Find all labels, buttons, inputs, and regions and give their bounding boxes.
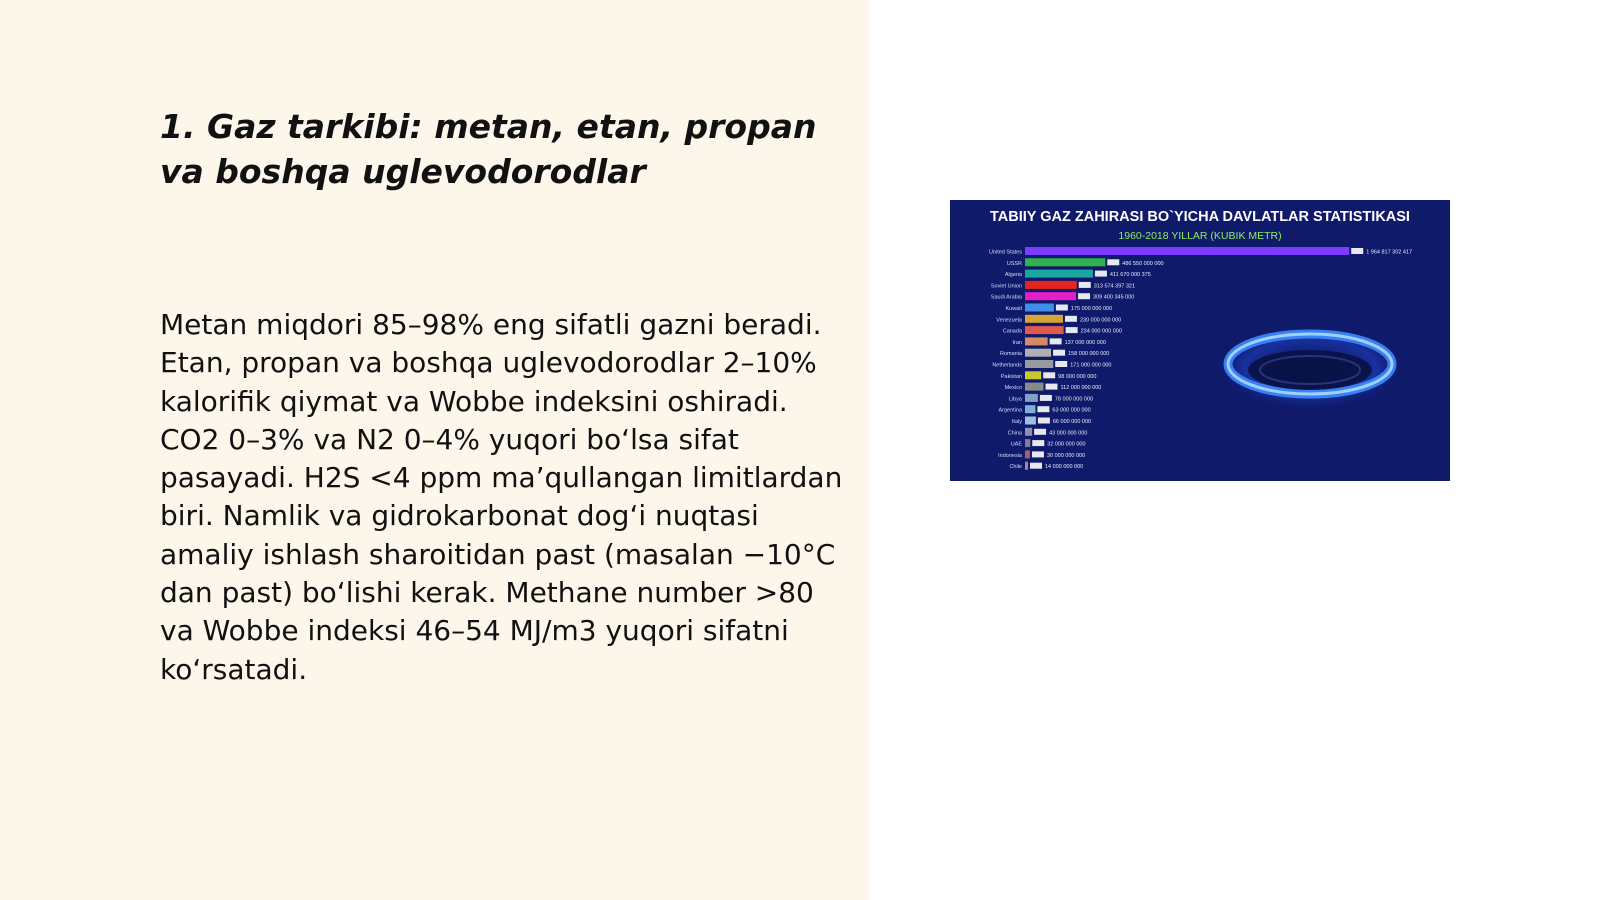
flag-icon xyxy=(1030,463,1042,469)
flag-icon xyxy=(1032,451,1044,457)
chart-subtitle: 1960-2018 YILLAR (KUBIK METR) xyxy=(1118,230,1282,242)
flag-icon xyxy=(1351,248,1363,254)
bar xyxy=(1025,258,1105,266)
bar xyxy=(1025,270,1093,278)
flag-icon xyxy=(1037,406,1049,412)
category-label: Saudi Arabia xyxy=(990,294,1022,301)
category-label: Romania xyxy=(999,351,1022,358)
value-label: 158 000 000 000 xyxy=(1068,351,1110,358)
value-label: 486 550 000 000 xyxy=(1122,260,1164,267)
value-label: 14 000 000 000 xyxy=(1045,464,1084,471)
bar xyxy=(1025,371,1041,379)
bar xyxy=(1025,439,1030,447)
bar xyxy=(1025,326,1064,334)
bar xyxy=(1025,462,1028,470)
flag-icon xyxy=(1050,338,1062,344)
category-label: Iran xyxy=(1012,339,1022,346)
value-label: 32 000 000 000 xyxy=(1047,441,1086,448)
value-label: 137 000 000 000 xyxy=(1064,339,1106,346)
bar xyxy=(1025,292,1076,300)
category-label: UAE xyxy=(1010,441,1022,448)
flag-icon xyxy=(1078,293,1090,299)
bar xyxy=(1025,337,1048,345)
bar xyxy=(1025,383,1043,391)
category-label: Netherlands xyxy=(992,362,1022,369)
value-label: 30 000 000 000 xyxy=(1046,452,1086,459)
flag-icon xyxy=(1040,395,1052,401)
category-label: Chile xyxy=(1009,464,1022,471)
bar-chart xyxy=(950,200,1450,481)
value-label: 63 000 000 000 xyxy=(1052,407,1091,414)
flag-icon xyxy=(1095,271,1107,277)
value-label: 309 400 345 000 xyxy=(1093,294,1135,301)
bar xyxy=(1025,304,1054,312)
flag-icon xyxy=(1053,350,1065,356)
flag-icon xyxy=(1107,259,1119,265)
category-label: USSR xyxy=(1006,260,1022,267)
value-label: 112 000 000 000 xyxy=(1060,385,1102,392)
gas-burner-flame-icon xyxy=(1215,326,1405,410)
value-label: 313 574 397 321 xyxy=(1093,283,1136,290)
category-label: Algeria xyxy=(1004,272,1022,279)
bar xyxy=(1025,247,1349,255)
bar xyxy=(1025,405,1035,413)
value-label: 66 000 000 000 xyxy=(1052,419,1092,425)
slide-body-text: Metan miqdori 85–98% eng sifatli gazni beradi. Etan, propan va boshqa uglevodorodlar 2–10% kalorifik qiymat va Wobbe indeksini oshiradi. CO2 0–3% va N2 0–4% yuqori bo‘lsa sifat pasayadi. H2S <4 ppm ma’qullangan limitlardan biri. Namlik va gidrokarbonat dog‘i nuqtasi amaliy ishlash sharoitidan past (masalan −10°C dan past) bo‘lishi kerak. Methane number >80 va Wobbe indeksi 46–54 MJ/m3 yuqori sifatni ko‘rsatadi. xyxy=(160,308,843,686)
category-label: Kuwait xyxy=(1005,306,1022,312)
flag-icon xyxy=(1056,305,1068,311)
flag-icon xyxy=(1045,384,1057,390)
value-label: 411 670 000 375 xyxy=(1109,272,1151,279)
category-label: Mexico xyxy=(1004,385,1022,392)
bar xyxy=(1025,349,1051,357)
flag-icon xyxy=(1043,372,1055,378)
flag-icon xyxy=(1065,316,1077,322)
category-label: China xyxy=(1007,430,1022,437)
value-label: 175 000 000 000 xyxy=(1070,306,1113,312)
category-label: Canada xyxy=(1002,328,1022,335)
category-label: Indonesia xyxy=(998,452,1022,459)
category-label: Libya xyxy=(1008,396,1022,403)
category-label: Soviet Union xyxy=(990,283,1022,290)
bar xyxy=(1025,417,1036,425)
flag-icon xyxy=(1079,282,1091,288)
value-label: 1 964 817 302 417 xyxy=(1366,249,1413,256)
flag-icon xyxy=(1066,327,1078,333)
category-label: Italy xyxy=(1011,419,1022,425)
gas-reserves-chart-image xyxy=(950,200,1450,481)
bar xyxy=(1025,281,1077,289)
flag-icon xyxy=(1034,429,1046,435)
slide-title: 1. Gaz tarkibi: metan, etan, propan va boshqa uglevodorodlar xyxy=(160,107,817,191)
value-label: 171 000 000 000 xyxy=(1070,362,1112,369)
value-label: 230 000 000 000 xyxy=(1079,317,1122,324)
flag-icon xyxy=(1038,418,1050,424)
flag-icon xyxy=(1055,361,1067,367)
bar xyxy=(1025,315,1063,323)
bar xyxy=(1025,394,1038,402)
bar xyxy=(1025,450,1030,458)
flag-icon xyxy=(1032,440,1044,446)
bar xyxy=(1025,360,1053,368)
bar xyxy=(1025,428,1032,436)
value-label: 78 000 000 000 xyxy=(1054,396,1094,403)
value-label: 98 000 000 000 xyxy=(1058,373,1097,380)
chart-title: TABIIY GAZ ZAHIRASI BO`YICHA DAVLATLAR STATISTIKASI xyxy=(990,209,1410,225)
category-label: United States xyxy=(988,249,1022,256)
value-label: 43 000 000 000 xyxy=(1049,430,1088,437)
category-label: Argentina xyxy=(998,407,1022,414)
value-label: 234 000 000 000 xyxy=(1080,328,1122,335)
category-label: Pakistan xyxy=(1000,373,1022,380)
category-label: Venezuela xyxy=(996,317,1022,324)
